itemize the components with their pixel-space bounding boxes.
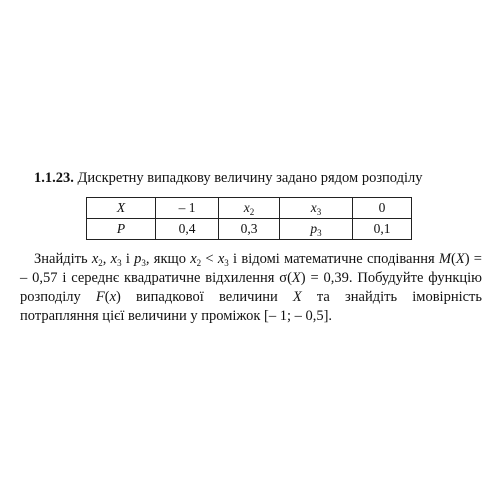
table-cell-x-1: – 1 (156, 198, 219, 219)
table-cell-p-4: 0,1 (353, 219, 412, 240)
table-cell-p-3: $p_3$ (280, 219, 353, 240)
problem-statement: Знайдіть $x_2$, $x_3$ і $p_3$, якщо $x_2 < x_3$ і відомі математичне сподівання M(X) = – 0,57 і середнє квадратичне відхилення σ(X) = 0,39. Побудуйте функцію розподілу F(x) випадкової величини X та знайдіть імовірність потрапляння цієї величини у проміжок [– 1; – 0,5]. (20, 251, 482, 324)
table-cell-p-2: 0,3 (219, 219, 280, 240)
table-cell-x-3: $x_3$ (280, 198, 353, 219)
problem-block (20, 169, 482, 341)
problem-heading (34, 169, 482, 187)
table-cell-x-2: $x_2$ (219, 198, 280, 219)
table-cell-label-p: P (87, 219, 156, 240)
table-cell-x-4: 0 (353, 198, 412, 219)
table-row-p (87, 219, 412, 240)
distribution-table (86, 197, 412, 240)
table-cell-p-1: 0,4 (156, 219, 219, 240)
problem-heading-text: Дискретну випадкову величину задано рядом розподілу (77, 170, 423, 186)
table-row-x (87, 198, 412, 219)
problem-number: 1.1.23. (34, 170, 74, 186)
table-cell-label-x: X (87, 198, 156, 219)
